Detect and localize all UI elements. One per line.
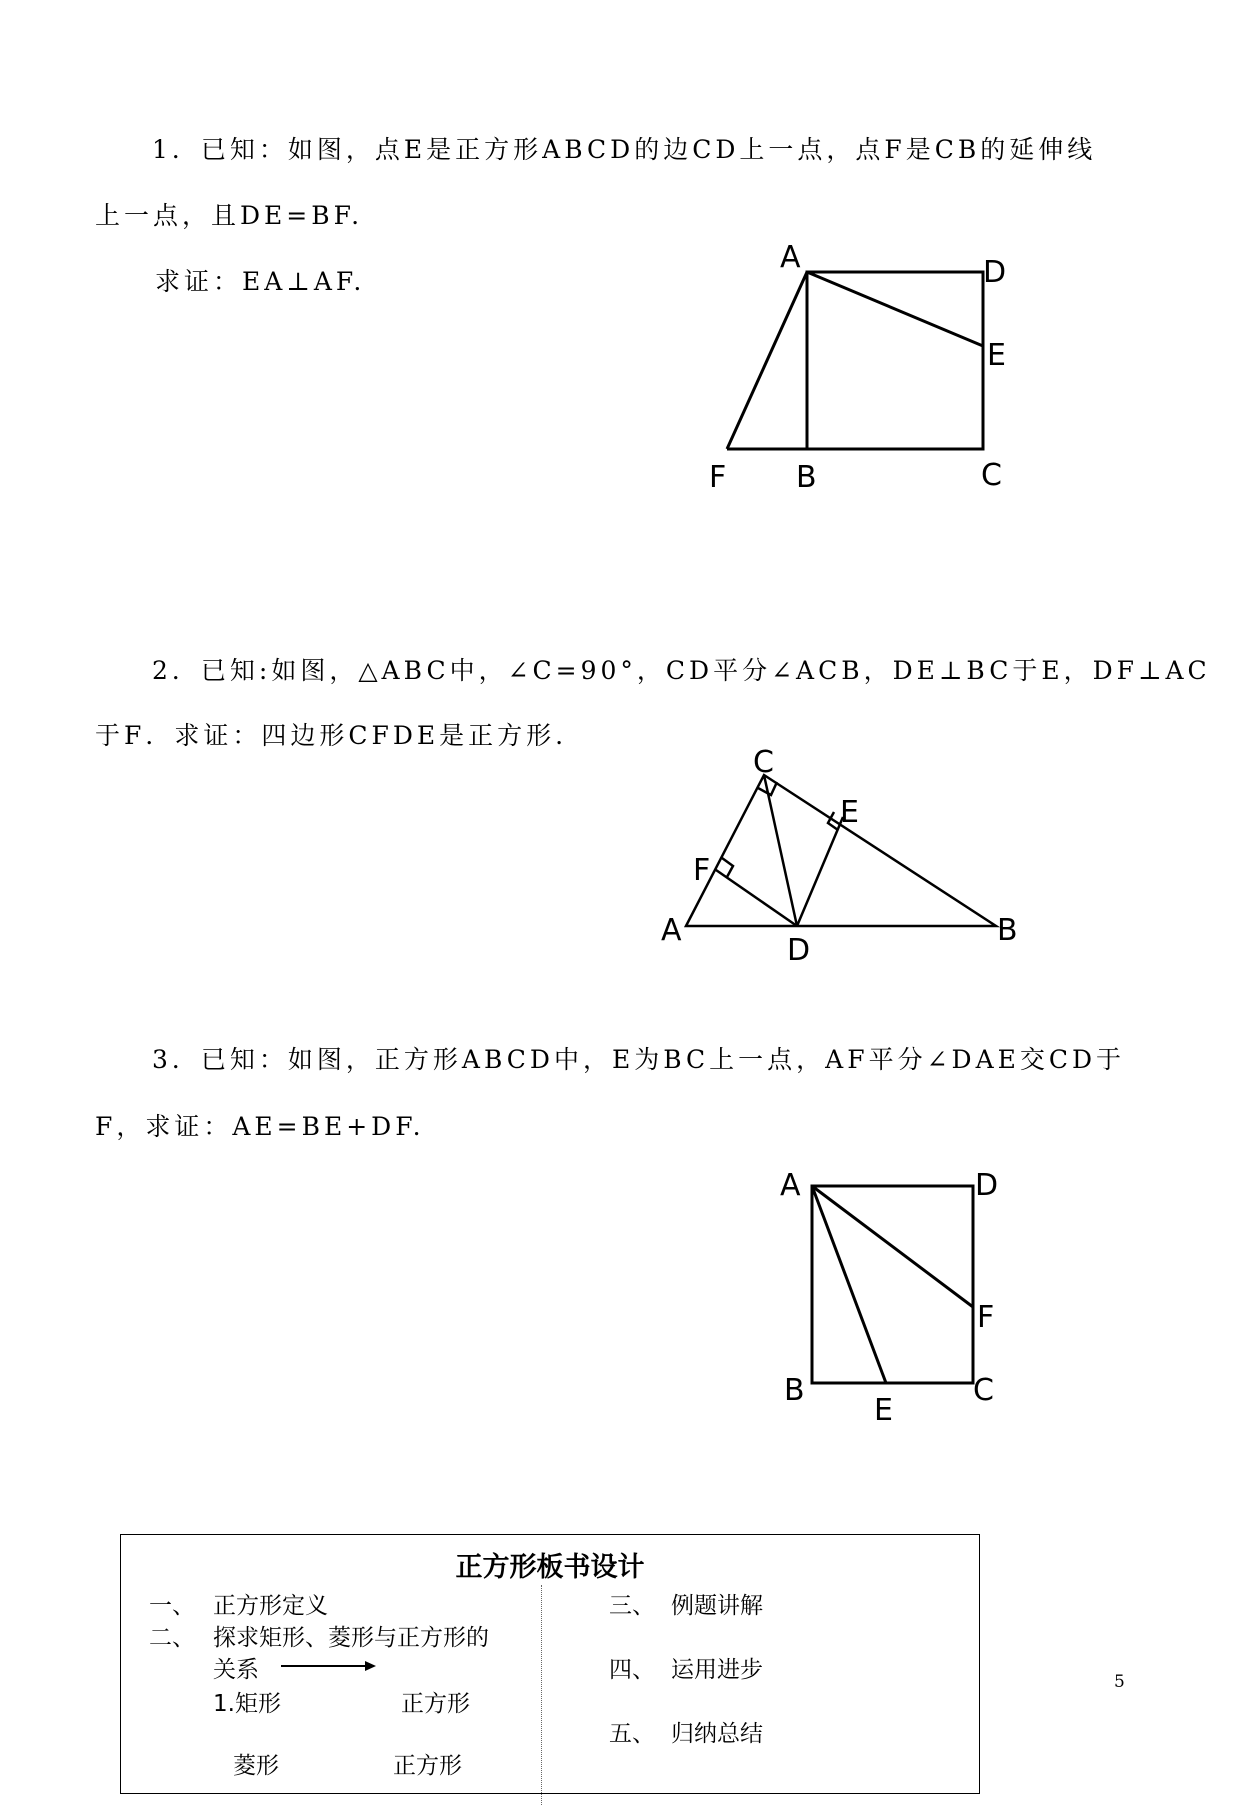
board-sub-1-left: 1.矩形 — [213, 1691, 281, 1717]
board-design-box — [120, 1534, 980, 1794]
label2-c: C — [753, 745, 774, 780]
problem-3-line-1: 3．已知：如图，正方形ABCD中，E为BC上一点，AF平分∠DAE交CD于 — [152, 1045, 1126, 1074]
arrow-icon — [281, 1659, 377, 1673]
problem-1-line-2: 上一点，且DE=BF. — [95, 201, 364, 230]
page-number: 5 — [1114, 1672, 1125, 1692]
label3-e: E — [874, 1393, 893, 1428]
board-item-4-text: 运用进步 — [671, 1657, 763, 1683]
label3-d: D — [975, 1168, 999, 1203]
label2-b: B — [997, 913, 1018, 948]
board-item-1-num: 一、 — [149, 1593, 195, 1619]
board-item-5-text: 归纳总结 — [671, 1721, 763, 1747]
label-b: B — [796, 460, 817, 495]
board-sub-2-left: 菱形 — [233, 1753, 279, 1779]
board-item-3-text: 例题讲解 — [671, 1593, 763, 1619]
board-sub-1-right: 正方形 — [401, 1691, 470, 1717]
label3-b: B — [784, 1373, 805, 1408]
label3-a: A — [780, 1168, 801, 1203]
label-a: A — [780, 240, 801, 275]
board-item-2-text: 探求矩形、菱形与正方形的 — [213, 1625, 489, 1651]
board-item-5-num: 五、 — [609, 1721, 655, 1747]
board-item-3-num: 三、 — [609, 1593, 655, 1619]
square3-abcd — [812, 1186, 973, 1383]
board-item-2-num: 二、 — [149, 1625, 195, 1651]
label-e: E — [987, 338, 1006, 373]
board-sub-2-right: 正方形 — [393, 1753, 462, 1779]
problem-1-line-1: 1．已知：如图，点E是正方形ABCD的边CD上一点，点F是CB的延伸线 — [152, 135, 1097, 164]
problem-2-line-1: 2．已知:如图，△ABC中，∠C=90°，CD平分∠ACB，DE⊥BC于E，DF⊥AC — [152, 656, 1211, 685]
label3-c: C — [973, 1373, 994, 1408]
board-title: 正方形板书设计 — [455, 1552, 645, 1583]
label2-e: E — [840, 795, 859, 830]
problem-2-line-2: 于F．求证：四边形CFDE是正方形. — [95, 721, 568, 750]
label-d: D — [983, 255, 1007, 290]
label-c: C — [981, 458, 1002, 493]
problem-1-line-3: 求证：EA⊥AF. — [155, 267, 366, 296]
board-item-2-cont: 关系 — [213, 1657, 259, 1683]
label-f: F — [709, 460, 727, 495]
problem-3-line-2: F，求证：AE=BE+DF. — [95, 1112, 425, 1141]
label2-d: D — [787, 933, 811, 968]
label2-a: A — [661, 913, 682, 948]
board-item-1-text: 正方形定义 — [213, 1593, 328, 1619]
label3-f: F — [977, 1300, 995, 1335]
board-divider — [541, 1585, 542, 1805]
label2-f: F — [693, 853, 711, 888]
board-item-4-num: 四、 — [609, 1657, 655, 1683]
